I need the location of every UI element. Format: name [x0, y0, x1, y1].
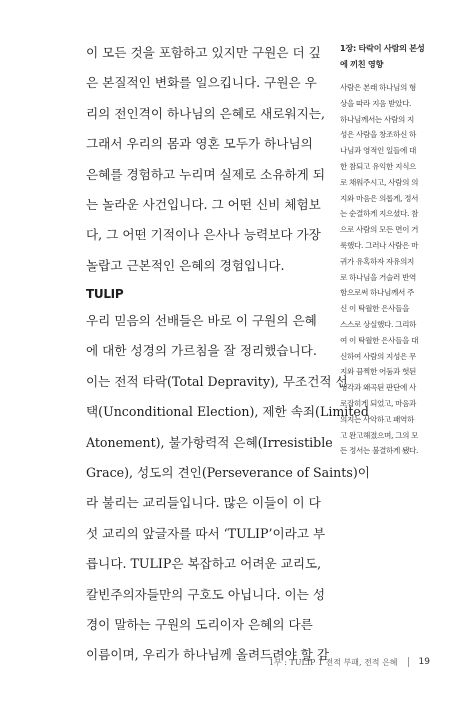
sidebar-line: 지와 마음은 의롭게, 정서 [340, 193, 419, 203]
text-line: Atonement), 불가항력적 은혜(Irresistible [86, 434, 333, 450]
sidebar-line: 로잡히게 되었고, 마음과 [340, 398, 417, 408]
sidebar-line: 여 이 탁월한 은사들을 대 [340, 335, 419, 345]
text-line: 는 놀라운 사건입니다. 그 어떤 신비 체험보 [86, 197, 321, 213]
text-line: 은 본질적인 변화를 일으킵니다. 구원은 우 [86, 75, 317, 91]
text-line: 경이 말하는 구원의 도리이자 은혜의 다른 [86, 617, 313, 633]
sidebar-line: 함으로써 하나님께서 주 [340, 288, 414, 298]
sidebar-line: 생각과 왜곡된 판단에 사 [340, 383, 417, 393]
sidebar-line: 성은 사람을 창조하신 하 [340, 130, 417, 140]
sidebar-line: 귀가 유혹하자 자유의지 [340, 256, 414, 266]
text-line: 에 대한 성경의 가르침을 잘 정리했습니다. [86, 343, 317, 359]
sidebar-line: 하나님께서는 사람의 지 [340, 114, 414, 124]
section-heading: TULIP [86, 287, 124, 301]
sidebar-line: 든 정서는 불결하게 됐다. [340, 446, 419, 456]
page-number: 19 [418, 657, 430, 667]
text-line: 이름이며, 우리가 하나님께 올려드려야 할 감 [86, 647, 329, 663]
text-line: 다, 그 어떤 기적이나 은사나 능력보다 가장 [86, 227, 321, 243]
text-line: 택(Unconditional Election), 제한 속죄(Limited [86, 404, 369, 420]
sidebar-line: 고 완고해졌으며, 그의 모 [340, 430, 419, 440]
sidebar-line: 으로 사람의 모든 면이 거 [340, 225, 419, 235]
sidebar-line: 의지는 사악하고 패역하 [340, 414, 414, 424]
main-text-top [86, 38, 328, 281]
sidebar-line: 로 하나님을 거슬러 반역 [340, 272, 417, 282]
text-line: Grace), 성도의 견인(Perseverance of Saints)이 [86, 465, 370, 481]
sidebar-line: 신 이 탁월한 은사들을 [340, 304, 410, 314]
footer-divider [408, 657, 409, 667]
text-line: 칼빈주의자들만의 구호도 아닙니다. 이는 성 [86, 586, 325, 602]
text-line: 라 불리는 교리들입니다. 많은 이들이 이 다 [86, 495, 321, 511]
sidebar-line: 신하여 사람의 지성은 무 [340, 351, 417, 361]
sidebar-line: 지와 끔찍한 어둠과 헛된 [340, 367, 417, 377]
text-line: 섯 교리의 앞글자를 따서 ‘TULIP’이라고 부 [86, 525, 326, 541]
text-line: 이 모든 것을 포함하고 있지만 구원은 더 깊 [86, 45, 321, 60]
sidebar-body [340, 80, 440, 459]
sidebar-line: 로 채워주시고, 사람의 의 [340, 177, 419, 187]
text-line: 우리 믿음의 선배들은 바로 이 구원의 은혜 [86, 313, 317, 328]
text-line: 리의 전인격이 하나님의 은혜로 새로워지는, [86, 105, 325, 121]
sidebar-line: 나님과 영적인 일들에 대 [340, 146, 417, 156]
text-line: 그래서 우리의 몸과 영혼 모두가 하나님의 [86, 136, 313, 152]
sidebar-line: 사람은 본래 하나님의 형 [340, 83, 417, 92]
sidebar-line: 상을 따라 지음 받았다. [340, 98, 412, 108]
running-title: 1부 : TULIP 1 전적 부패, 전적 은혜 [268, 657, 398, 667]
sidebar-line: 는 순결하게 지으셨다. 참 [340, 209, 419, 219]
sidebar-line: 스스로 상실했다. 그리하 [340, 319, 417, 329]
page-footer [269, 655, 430, 669]
sidebar-note [340, 40, 440, 459]
text-line: 릅니다. TULIP은 복잡하고 어려운 교리도, [86, 556, 322, 572]
sidebar-title [340, 40, 440, 72]
sidebar-line: 한 참되고 유익한 지식으 [340, 161, 417, 171]
sidebar-title-line: 에 끼친 영향 [340, 59, 384, 69]
sidebar-line: 룩했다. 그러나 사람은 마 [340, 240, 419, 250]
sidebar-title-line: 1장: 타락이 사람의 본성 [340, 43, 425, 53]
text-line: 놀랍고 근본적인 은혜의 경험입니다. [86, 257, 285, 273]
text-line: 은혜를 경험하고 누리며 실제로 소유하게 되 [86, 166, 325, 182]
text-line: 이는 전적 타락(Total Depravity), 무조건적 선 [86, 373, 348, 389]
